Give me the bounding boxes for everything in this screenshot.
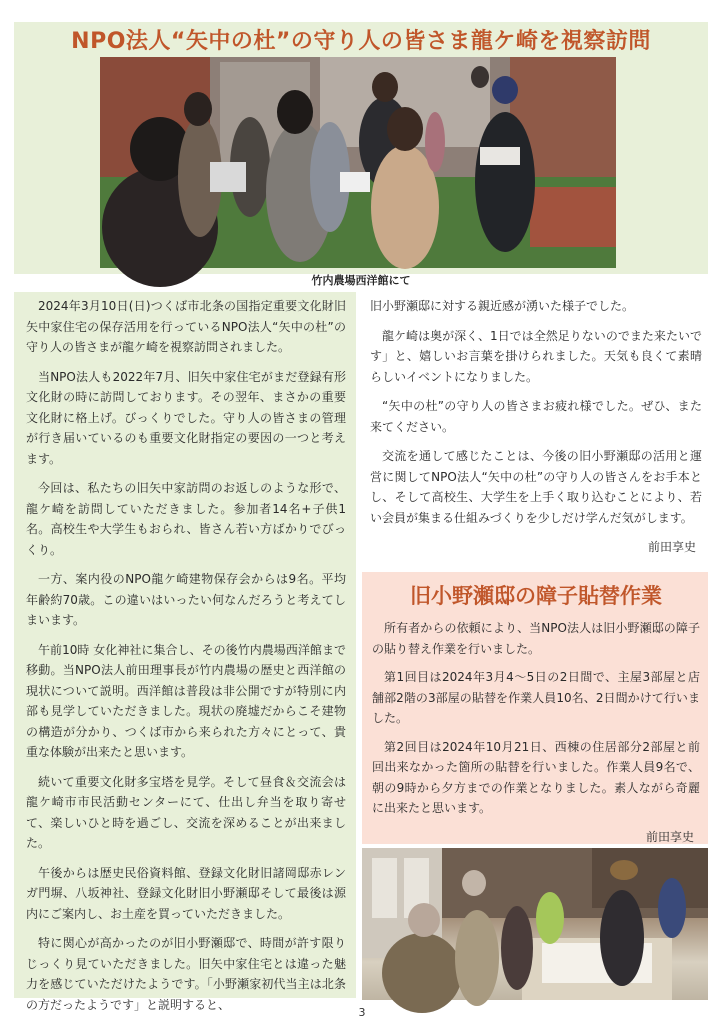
article1-paragraph: 特に関心が高かったのが旧小野瀬邸で、時間が許す限りじっくり見ていただきました。旧矢中家住宅とは違った魅力を感じていただけたようです。「小野瀬家初代当主は北条の方だったようです」と説明すると、 [26,936,346,1012]
photo-caption: 竹内農場西洋館にて [311,274,411,287]
article2-paragraph: 所有者からの依頼により、当NPO法人は旧小野瀬邸の障子の貼り替え作業を行いました。 [372,621,700,656]
article2-panel [362,572,708,844]
article1-paragraph: 一方、案内役のNPO龍ケ崎建物保存会からは9名。平均年齢約70歳。この違いはいったい何なんだろうと考えてしまいます。 [26,572,346,627]
page-number: 3 [358,1006,366,1019]
article2-paragraph: 第2回目は2024年10月21日、西棟の住居部分2部屋と前回出来なかった箇所の貼替を行いました。作業人員9名で、朝の9時から夕方までの作業となりました。素人ながら奇麗に出来たと思います。 [372,739,700,815]
article1-author: 前田享史 [647,540,696,554]
article1-paragraph: 当NPO法人も2022年7月、旧矢中家住宅がまだ登録有形文化財の時に訪問しております。その翌年、まさかの重要文化財に格上げ。びっくりでした。守り人の皆さまの管理が行き届いているのも重要文化財指定の要因の一つと考えます。 [26,369,346,466]
article1-paragraph: 交流を通して感じたことは、今後の旧小野瀬邸の活用と運営に関してNPO法人“矢中の杜”の守り人の皆さんをお手本とし、そして高校生、大学生を上手く取り込むことにより、若い会員が集まる仕組みづくりを少しだけ学んだ気がします。 [370,449,702,525]
article1-paragraph: 午前10時 女化神社に集合し、その後竹内農場西洋館まで移動。当NPO法人前田理事長が竹内農場の歴史と西洋館の現状について説明。西洋館は普段は非公開ですが特別に内部も見学していただきました。現状の廃墟だからこそ建物の構造が分かり、つくば市から来られた方々にとって、貴重な体験が出来たと思います。 [26,642,346,759]
article1-paragraph: 2024年3月10日(日)つくば市北条の国指定重要文化財旧矢中家住宅の保存活用を行っているNPO法人“矢中の杜”の守り人の皆さまが龍ケ崎を視察訪問されました。 [26,299,346,354]
article1-left-column [14,292,356,1012]
shoji-work-photo [362,848,708,1000]
article1-paragraph: 龍ケ崎は奥が深く、1日では全然足りないのでまた来たいです」と、嬉しいお言葉を掛けられました。天気も良くて素晴らしいイベントになりました。 [370,328,702,384]
article2-title: 旧小野瀬邸の障子貼替作業 [410,584,662,608]
article1-right-column [362,292,708,564]
article2-paragraph: 第1回目は2024年3月4～5日の2日間で、主屋3部屋と店舗部2階の3部屋の貼替を作業人員10名、2日間かけて行いました。 [372,670,701,725]
article1-title: NPO法人“矢中の杜”の守り人の皆さま龍ケ崎を視察訪問 [71,29,651,54]
article1-paragraph: 続いて重要文化財多宝塔を見学。そして昼食＆交流会は龍ケ崎市市民活動センターにて、仕出し弁当を取り寄せて、楽しいひと時を過ごし、交流を深めることが出来ました。 [26,774,346,850]
article1-paragraph: “矢中の杜”の守り人の皆さまお疲れ様でした。ぜひ、また来てください。 [370,399,702,434]
article1-paragraph: 旧小野瀬邸に対する親近感が湧いた様子でした。 [370,299,635,313]
article1-paragraph: 今回は、私たちの旧矢中家訪問のお返しのような形で、龍ケ崎を訪問していただきました。参加者14名+子供1名。高校生や大学生もおられ、皆さん若い方ばかりでびっくり。 [26,481,346,557]
article1-paragraph: 午後からは歴史民俗資料館、登録文化財旧諸岡邸赤レンガ門塀、八坂神社、登録文化財旧小野瀬邸そして最後は源内にご案内し、お土産を買っていただきました。 [26,865,346,921]
article2-author: 前田享史 [645,829,694,844]
site-visit-group-photo [100,57,616,268]
